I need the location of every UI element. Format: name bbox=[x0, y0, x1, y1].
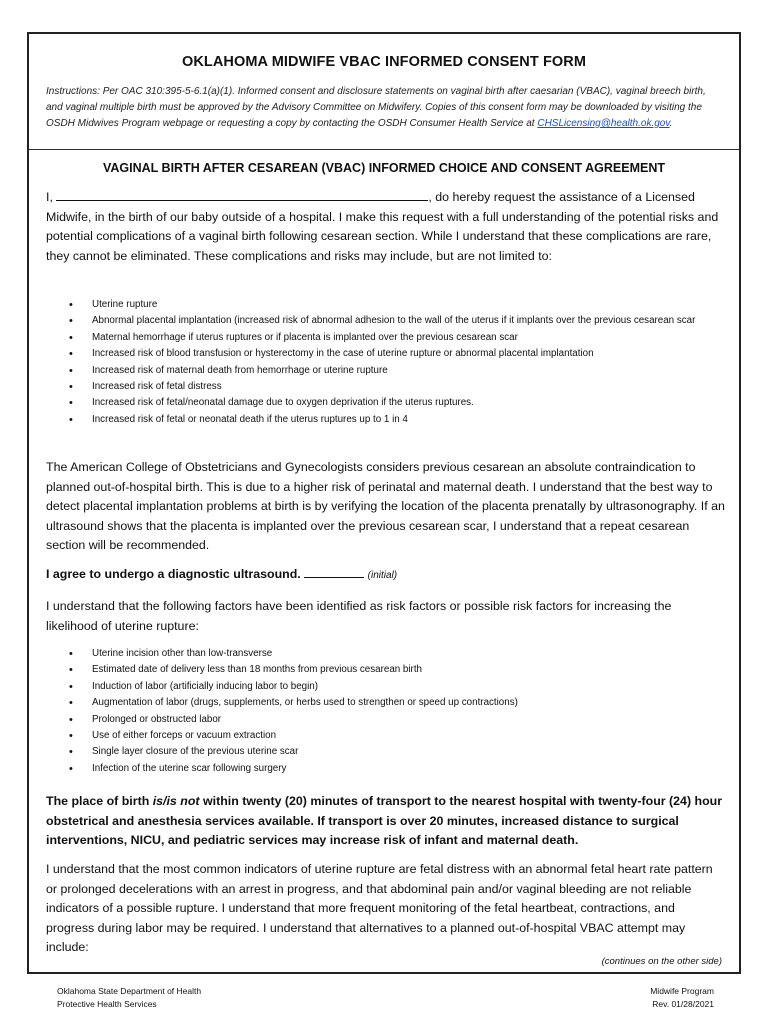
ultrasound-initial-field[interactable] bbox=[304, 565, 364, 578]
list-item: • Abnormal placental implantation (increased risk of abnormal adhesion to the wall of the uterus if it implants over the previous cesarean scar bbox=[69, 313, 719, 329]
footer-program: Midwife Program bbox=[650, 986, 714, 996]
list-item: • Augmentation of labor (drugs, supplements, or herbs used to strengthen or speed up contractions) bbox=[69, 695, 719, 711]
list-item: • Induction of labor (artificially inducing labor to begin) bbox=[69, 679, 719, 695]
instructions-box bbox=[29, 34, 739, 150]
footer-org: Oklahoma State Department of Health bbox=[57, 986, 202, 996]
name-blank-field[interactable] bbox=[56, 188, 428, 201]
is-is-not-choice[interactable]: is/is not bbox=[152, 794, 200, 808]
list-item: • Estimated date of delivery less than 18 months from previous cesarean birth bbox=[69, 662, 719, 678]
place-of-birth-statement bbox=[46, 792, 725, 851]
place-of-birth-pre: The place of birth bbox=[46, 794, 153, 808]
indicators-paragraph: I understand that the most common indicators of uterine rupture are fetal distress with an abnormal fetal heart rate pattern or prolonged decelerations with an arrest in progress, and that abdominal pain and/or vaginal bleeding are not reliable indicators of a possible rupture. I understand that more frequent monitoring of the fetal heartbeat, contractions, and progress during labor may be required. I understand that alternatives to a planned out-of-hospital VBAC attempt may include: bbox=[46, 862, 713, 954]
list-item: • Increased risk of fetal or neonatal death if the uterus ruptures up to 1 in 4 bbox=[69, 412, 719, 428]
form-frame bbox=[27, 32, 741, 974]
intro-paragraph bbox=[46, 188, 725, 266]
list-item: • Prolonged or obstructed labor bbox=[69, 712, 719, 728]
intro-prefix: I, bbox=[46, 190, 53, 204]
list-item: • Maternal hemorrhage if uterus ruptures or if placenta is implanted over the previous cesarean scar bbox=[69, 330, 719, 346]
email-link[interactable]: CHSLicensing@health.ok.gov bbox=[537, 118, 670, 129]
list-item: • Increased risk of fetal/neonatal damage due to oxygen deprivation if the uterus ruptures. bbox=[69, 395, 719, 411]
intro-text: , do hereby request the assistance of a Licensed Midwife, in the birth of our baby outside of a hospital. I make this request with a full understanding of the potential risks and potential complications of a vaginal birth following cesarean section. While I understand that these complications are rare, they cannot be eliminated. These complications and risks may include, but are not limited to: bbox=[46, 190, 719, 263]
list-item: • Use of either forceps or vacuum extraction bbox=[69, 728, 719, 744]
list-item: • Uterine incision other than low-transverse bbox=[69, 646, 719, 662]
factors-intro: I understand that the following factors have been identified as risk factors or possible risk factors for increasing the likelihood of uterine rupture: bbox=[46, 599, 672, 633]
instructions-text bbox=[46, 84, 725, 132]
continues-note: (continues on the other side) bbox=[601, 956, 722, 967]
form-title: OKLAHOMA MIDWIFE VBAC INFORMED CONSENT FORM bbox=[181, 54, 587, 70]
footer-revision: Rev. 01/28/2021 bbox=[652, 999, 714, 1009]
ultrasound-statement: I agree to undergo a diagnostic ultrasound. bbox=[46, 567, 301, 581]
place-of-birth-post: within twenty (20) minutes of transport to the nearest hospital with twenty-four (24) hour obstetrical and anesthesia services available. If transport is over 20 minutes, increased distance to surgical interventions, NICU, and pediatric services may increase risk of infant and maternal death. bbox=[46, 794, 723, 847]
instructions-body: Instructions: Per OAC 310:395-5-6.1(a)(1). Informed consent and disclosure statements on vaginal birth after caesarian (VBAC), vaginal breech birth, and vaginal multiple birth must be approved by the Advisory Committee on Midwifery. Copies of this consent form may be downloaded by visiting the OSDH Midwives Program webpage or requesting a copy by contacting the OSDH Consumer Health Service at bbox=[46, 86, 706, 129]
footer-left bbox=[57, 985, 201, 1011]
factors-list bbox=[69, 646, 719, 777]
list-item: • Uterine rupture bbox=[69, 297, 719, 313]
acog-paragraph: The American College of Obstetricians and Gynecologists considers previous cesarean an absolute contraindication to planned out-of-hospital birth. This is due to a higher risk of perinatal and maternal death. I understand that the best way to detect placental implantation problems at birth is by verifying the location of the placenta prenatally by ultrasonography. If an ultrasound shows that the placenta is implanted over the previous cesarean scar, I understand that a repeat cesarean section will be recommended. bbox=[46, 460, 725, 552]
agreement-title: VAGINAL BIRTH AFTER CESAREAN (VBAC) INFORMED CHOICE AND CONSENT AGREEMENT bbox=[102, 161, 666, 175]
footer-right bbox=[650, 985, 714, 1011]
initial-label: (initial) bbox=[367, 570, 398, 581]
list-item: • Infection of the uterine scar following surgery bbox=[69, 761, 719, 777]
instructions-end: . bbox=[669, 118, 673, 129]
risk-list bbox=[69, 297, 719, 428]
list-item: • Single layer closure of the previous uterine scar bbox=[69, 744, 719, 760]
footer-division: Protective Health Services bbox=[57, 999, 157, 1009]
ultrasound-agreement bbox=[46, 565, 725, 586]
list-item: • Increased risk of blood transfusion or hysterectomy in the case of uterine rupture or abnormal placental implantation bbox=[69, 346, 719, 362]
list-item: • Increased risk of fetal distress bbox=[69, 379, 719, 395]
list-item: • Increased risk of maternal death from hemorrhage or uterine rupture bbox=[69, 363, 719, 379]
